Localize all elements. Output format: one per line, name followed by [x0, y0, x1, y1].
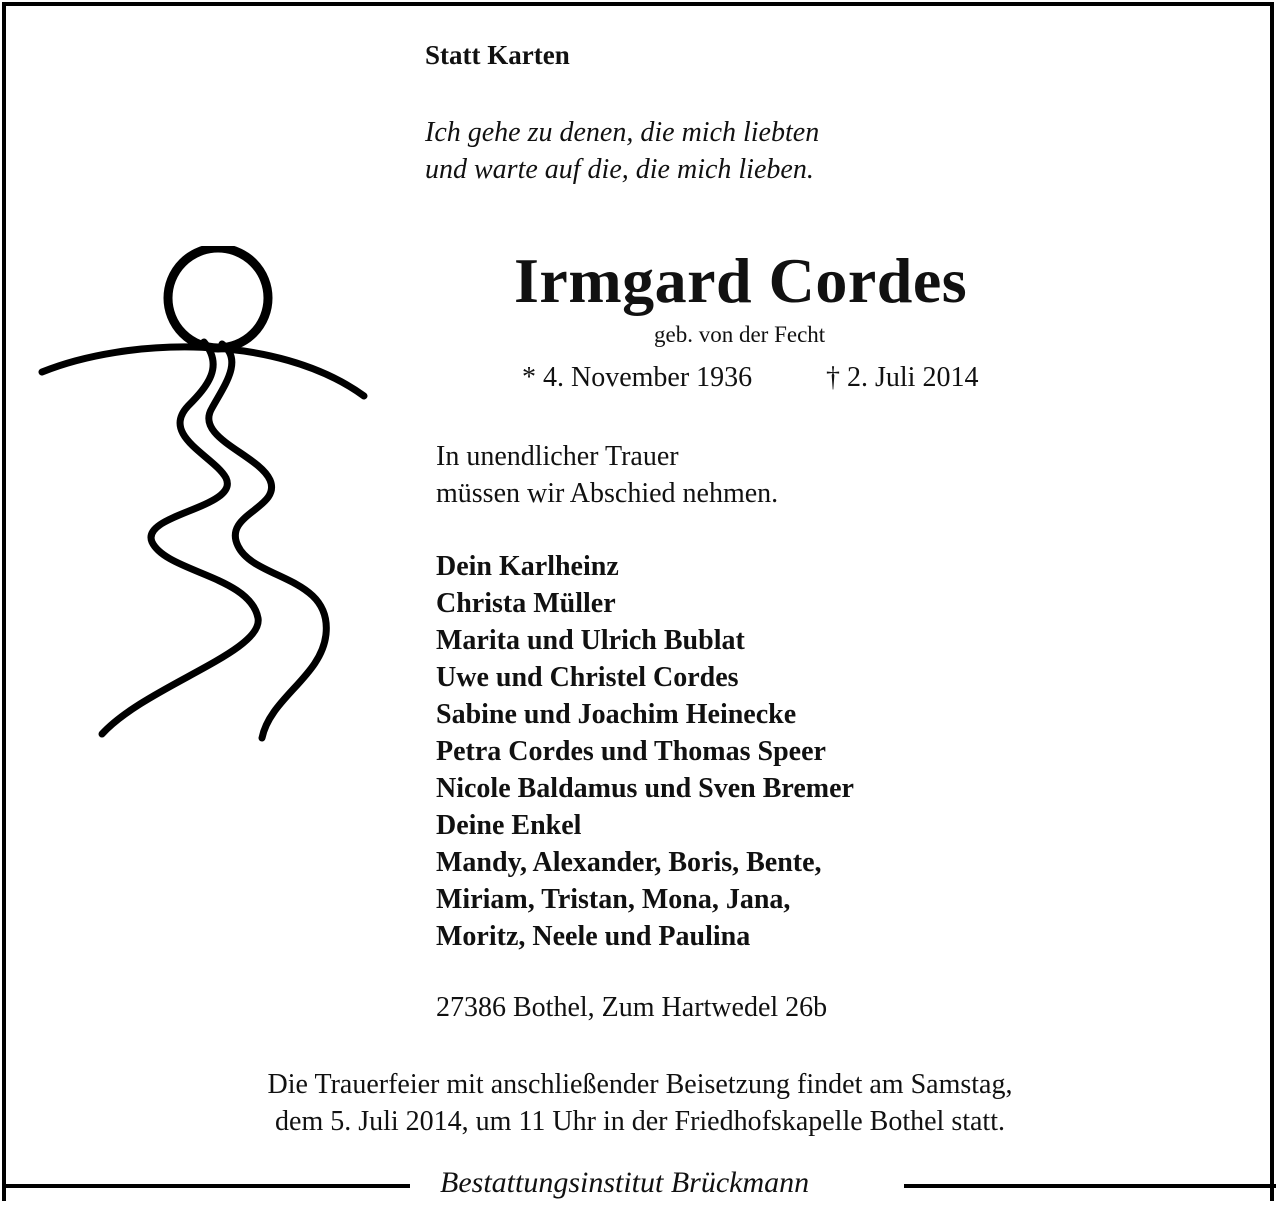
mourner-item: Nicole Baldamus und Sven Bremer	[436, 773, 854, 804]
deceased-name: Irmgard Cordes	[514, 245, 968, 316]
ceremony-line: Die Trauerfeier mit anschließender Beisetzung findet am Samstag,	[267, 1069, 1013, 1100]
mourning-line: In unendlicher Trauer	[436, 441, 679, 472]
quote-line: und warte auf die, die mich lieben.	[425, 154, 814, 185]
ceremony-line: dem 5. Juli 2014, um 11 Uhr in der Friedhofskapelle Bothel statt.	[275, 1106, 1005, 1137]
death-date: † 2. Juli 2014	[826, 362, 979, 393]
mourner-item: Mandy, Alexander, Boris, Bente,	[436, 847, 822, 878]
mourner-item: Christa Müller	[436, 588, 616, 619]
mourner-item: Miriam, Tristan, Mona, Jana,	[436, 884, 791, 915]
birth-date: * 4. November 1936	[522, 362, 753, 393]
bottom-rule-right	[904, 1184, 1276, 1188]
mourner-item: Uwe und Christel Cordes	[436, 662, 739, 693]
mourning-text	[436, 438, 778, 512]
bottom-rule-left	[2, 1184, 410, 1188]
notice-heading: Statt Karten	[425, 40, 570, 70]
ceremony-text	[0, 1066, 1280, 1140]
mourner-item: Deine Enkel	[436, 810, 582, 841]
sun-over-path-icon	[36, 246, 372, 746]
quote-line: Ich gehe zu denen, die mich liebten	[425, 117, 820, 148]
mourners-list	[436, 548, 854, 955]
mourner-item: Petra Cordes und Thomas Speer	[436, 736, 826, 767]
mourner-item: Marita und Ulrich Bublat	[436, 625, 745, 656]
quote	[425, 114, 819, 188]
maiden-name: geb. von der Fecht	[654, 322, 826, 347]
funeral-home: Bestattungsinstitut Brückmann	[440, 1166, 810, 1199]
mourner-item: Sabine und Joachim Heinecke	[436, 699, 797, 730]
mourner-item: Dein Karlheinz	[436, 551, 619, 582]
mourning-line: müssen wir Abschied nehmen.	[436, 478, 779, 509]
mourner-item: Moritz, Neele und Paulina	[436, 921, 751, 952]
address: 27386 Bothel, Zum Hartwedel 26b	[436, 992, 828, 1023]
